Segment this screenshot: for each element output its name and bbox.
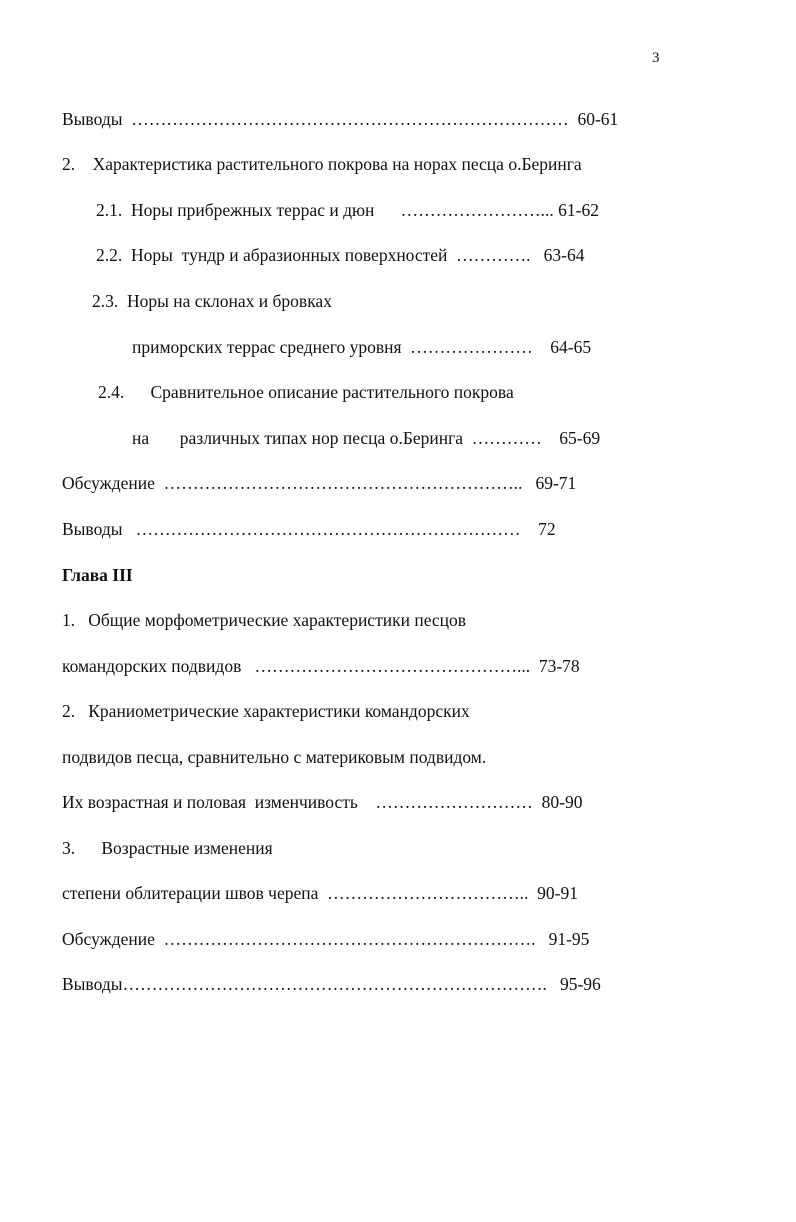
toc-entry-vyvody-3: Выводы………………………………………………………………. 95-96 — [62, 974, 601, 994]
toc-entry-vyvody-2: Выводы ………………………………………………………… 72 — [62, 519, 556, 539]
toc-entry-section-2: 2. Характеристика растительного покрова на норах песца о.Беринга — [62, 154, 582, 174]
toc-entry-ch3-2-cont-1: подвидов песца, сравнительно с материковым подвидом. — [62, 747, 487, 767]
toc-entry-ch3-2: 2. Краниометрические характеристики командорских — [62, 701, 470, 721]
toc-entry-section-2-4: 2.4. Сравнительное описание растительного покрова — [98, 382, 514, 402]
toc-entry-vyvody-1: Выводы ………………………………………………………………… 60-61 — [62, 109, 619, 129]
toc-entry-ch3-3: 3. Возрастные изменения — [62, 838, 273, 858]
toc-entry-obsuzhdenie-2: Обсуждение ………………………………………………………. 91-95 — [62, 929, 590, 949]
toc-entry-section-2-3-cont: приморских террас среднего уровня ………………… 64-65 — [132, 337, 592, 357]
page-number: 3 — [652, 50, 660, 66]
toc-entry-section-2-1: 2.1. Норы прибрежных террас и дюн ……………………... 61-62 — [96, 200, 599, 220]
chapter-heading: Глава III — [62, 565, 133, 585]
toc-entry-ch3-3-cont: степени облитерации швов черепа …………………………….. 90-91 — [62, 883, 578, 903]
toc-entry-section-2-2: 2.2. Норы тундр и абразионных поверхностей …………. 63-64 — [96, 245, 585, 265]
toc-entry-ch3-1: 1. Общие морфометрические характеристики песцов — [62, 610, 467, 630]
toc-entry-section-2-4-cont: на различных типах нор песца о.Беринга ………… 65-69 — [132, 428, 601, 448]
toc-entry-ch3-2-cont-2: Их возрастная и половая изменчивость ……………………… 80-90 — [62, 792, 583, 812]
toc-entry-obsuzhdenie-1: Обсуждение …………………………………………………….. 69-71 — [62, 473, 577, 493]
toc-entry-section-2-3: 2.3. Норы на склонах и бровках — [92, 291, 332, 311]
toc-entry-ch3-1-cont: командорских подвидов ………………………………………... 73-78 — [62, 656, 580, 676]
